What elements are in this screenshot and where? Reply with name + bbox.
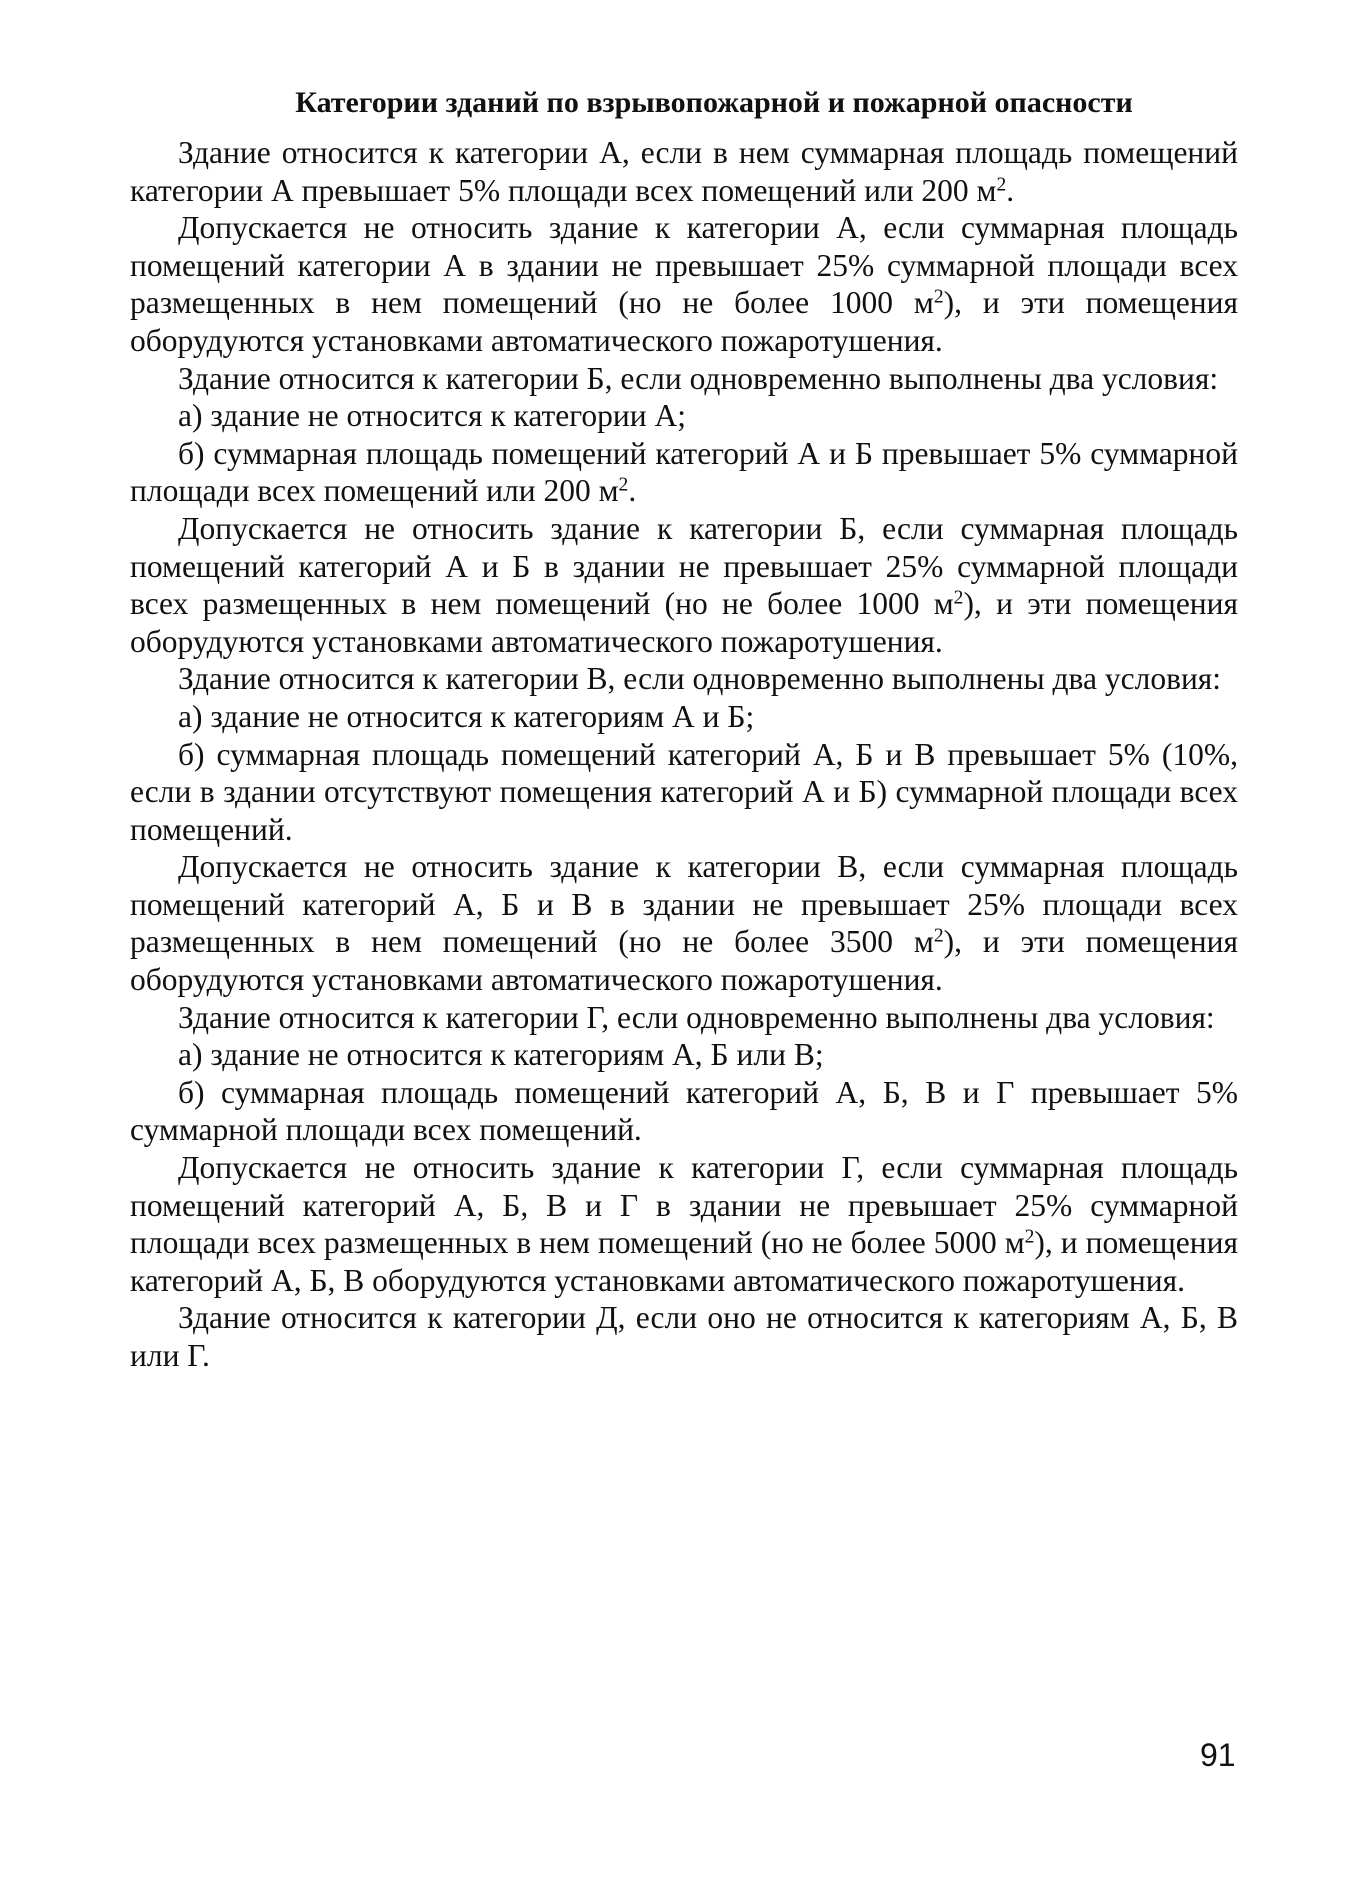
list-item [130, 397, 1238, 435]
text-run: ), и эти помещения оборудуются установками автоматического пожаротушения. [130, 285, 1238, 358]
text-run: а) здание не относится к категориям А и Б; [178, 698, 755, 734]
superscript: 2 [933, 286, 944, 308]
text-run: Здание относится к категории Г, если одновременно выполнены два условия: [178, 999, 1215, 1035]
superscript: 2 [953, 587, 964, 609]
text-run: . [628, 473, 637, 509]
superscript: 2 [618, 474, 629, 496]
paragraph-category-v [130, 660, 1238, 698]
text-run: Допускается не относить здание к категории Б, если суммарная площадь помещений категорий А и Б в здании не превышает 25% суммарной площади всех размещенных в нем помещений (но не более 1000 м [130, 510, 1238, 622]
superscript: 2 [996, 173, 1007, 195]
text-run: Здание относится к категории Б, если одновременно выполнены два условия: [178, 360, 1219, 396]
superscript: 2 [933, 925, 944, 947]
text-run: ), и эти помещения оборудуются установками автоматического пожаротушения. [130, 586, 1238, 659]
list-item [130, 435, 1238, 510]
text-run: Здание относится к категории Д, если оно не относится к категориям А, Б, В или Г. [130, 1300, 1238, 1373]
text-run: а) здание не относится к категории А; [178, 398, 686, 434]
text-run: Здание относится к категории А, если в нем суммарная площадь помещений категории А превышает 5% площади всех помещений или 200 м [130, 135, 1238, 208]
text-run: а) здание не относится к категориям А, Б или В; [178, 1037, 824, 1073]
text-run: Допускается не относить здание к категории В, если суммарная площадь помещений категорий А, Б и В в здании не превышает 25% площади всех размещенных в нем помещений (но не более 3500 м [130, 849, 1238, 960]
paragraph-category-g [130, 999, 1238, 1037]
list-item [130, 698, 1238, 736]
list-item [130, 736, 1238, 849]
text-run: б) суммарная площадь помещений категорий А, Б, В и Г превышает 5% суммарной площади всех помещений. [130, 1074, 1238, 1148]
text-run: Допускается не относить здание к категории А, если суммарная площадь помещений категории А в здании не превышает 25% суммарной площади всех размещенных в нем помещений (но не более 1000 м [130, 210, 1238, 321]
paragraph-category-a [130, 134, 1238, 209]
page-number: 91 [1200, 1737, 1236, 1773]
paragraph-category-b [130, 360, 1238, 398]
text-run: б) суммарная площадь помещений категорий А, Б и В превышает 5% (10%, если в здании отсутствуют помещения категорий А и Б) суммарной площади всех помещений. [130, 736, 1238, 847]
text-run: Здание относится к категории В, если одновременно выполнены два условия: [178, 661, 1222, 697]
page-title: Категории зданий по взрывопожарной и пожарной опасности [295, 86, 1133, 119]
list-item [130, 1074, 1238, 1149]
text-run: Допускается не относить здание к категории Г, если суммарная площадь помещений категорий А, Б, В и Г в здании не превышает 25% суммарной площади всех размещенных в нем помещений (но не более 5000 м [130, 1150, 1238, 1261]
text-run: б) суммарная площадь помещений категорий А и Б превышает 5% суммарной площади всех помещений или 200 м [130, 435, 1238, 509]
text-run: . [1006, 172, 1015, 208]
paragraph-exception-v [130, 848, 1238, 998]
paragraph-exception-a [130, 209, 1238, 359]
list-item [130, 1036, 1238, 1074]
text-run: ), и помещения категорий А, Б, В оборудуются установками автоматического пожаротушения. [130, 1225, 1238, 1298]
paragraph-exception-g [130, 1149, 1238, 1299]
document-page [130, 78, 1238, 1375]
paragraph-exception-b [130, 510, 1238, 660]
text-run: ), и эти помещения оборудуются установками автоматического пожаротушения. [130, 924, 1238, 998]
paragraph-category-d [130, 1299, 1238, 1374]
superscript: 2 [1024, 1226, 1035, 1248]
